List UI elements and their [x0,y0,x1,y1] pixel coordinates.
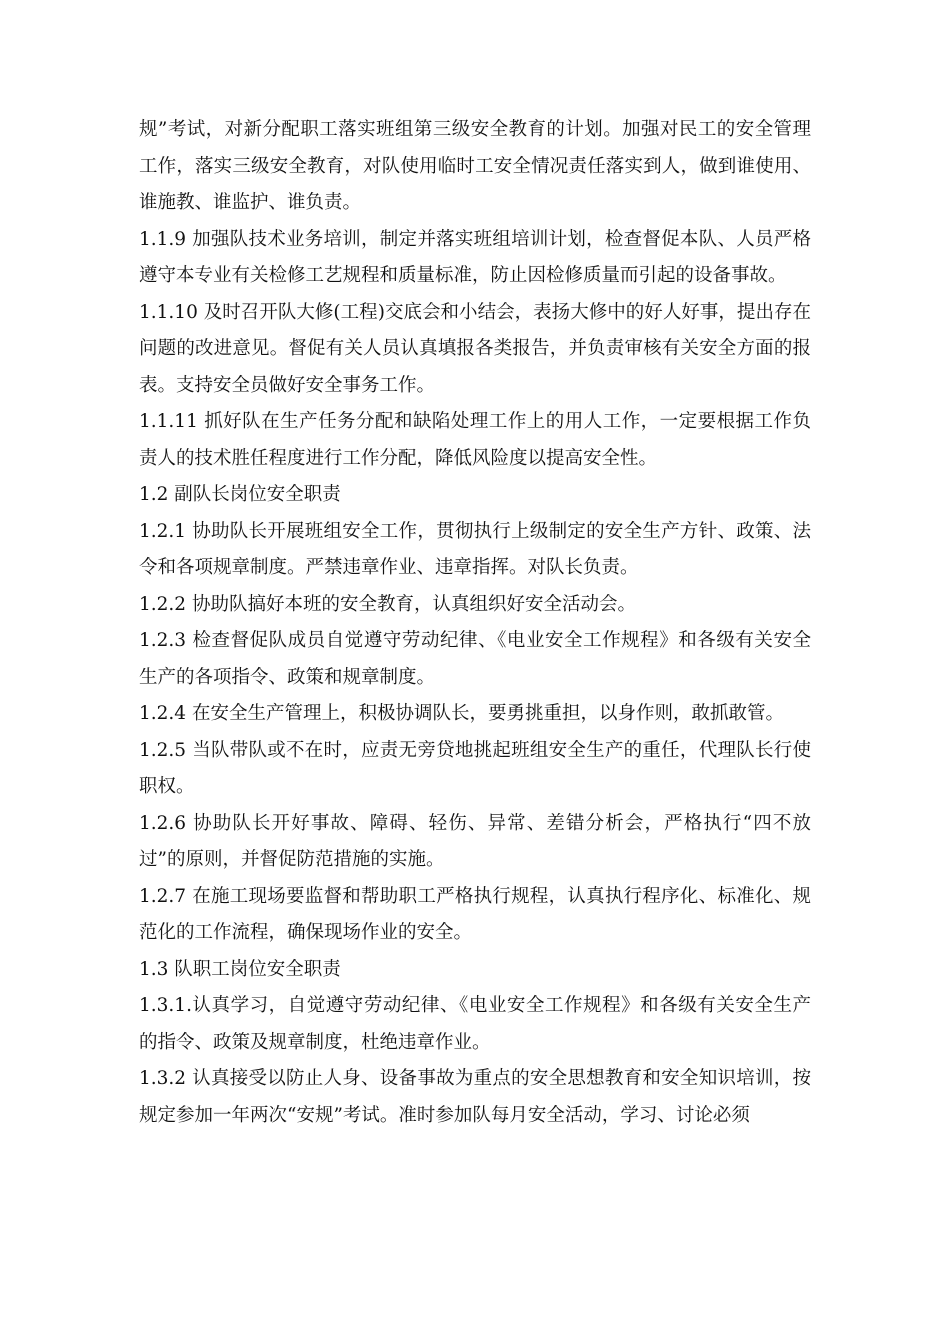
paragraph-1-2-3: 1.2.3 检查督促队成员自觉遵守劳动纪律、《电业安全工作规程》和各级有关安全生产的各项指令、政策和规章制度。 [139,630,811,688]
paragraph-1-2-7: 1.2.7 在施工现场要监督和帮助职工严格执行规程，认真执行程序化、标准化、规范化的工作流程，确保现场作业的安全。 [139,885,811,943]
section-heading-1-2: 1.2 副队长岗位安全职责 [139,484,341,505]
paragraph-continuation: 规”考试，对新分配职工落实班组第三级安全教育的计划。加强对民工的安全管理工作，落实三级安全教育，对队使用临时工安全情况责任落实到人，做到谁使用、谁施教、谁监护、谁负责。 [139,119,811,213]
paragraph-1-2-6: 1.2.6 协助队长开好事故、障碍、轻伤、异常、差错分析会，严格执行“四不放过”的原则，并督促防范措施的实施。 [139,812,811,870]
paragraph-1-2-2: 1.2.2 协助队搞好本班的安全教育，认真组织好安全活动会。 [139,593,636,615]
paragraph-1-1-10: 1.1.10 及时召开队大修(工程)交底会和小结会，表扬大修中的好人好事，提出存在问题的改进意见。督促有关人员认真填报各类报告，并负责审核有关安全方面的报表。支持安全员做好安全事务工作。 [139,301,811,396]
paragraph-1-2-4: 1.2.4 在安全生产管理上，积极协调队长，要勇挑重担，以身作则，敢抓敢管。 [139,703,784,724]
paragraph-1-1-11: 1.1.11 抓好队在生产任务分配和缺陷处理工作上的用人工作，一定要根据工作负责人的技术胜任程度进行工作分配，降低风险度以提高安全性。 [139,411,811,469]
paragraph-1-3-1: 1.3.1.认真学习，自觉遵守劳动纪律、《电业安全工作规程》和各级有关安全生产的指令、政策及规章制度，杜绝违章作业。 [139,995,811,1053]
paragraph-1-1-9: 1.1.9 加强队技术业务培训，制定并落实班组培训计划，检查督促本队、人员严格遵守本专业有关检修工艺规程和质量标准，防止因检修质量而引起的设备事故。 [139,228,811,286]
paragraph-1-3-2: 1.3.2 认真接受以防止人身、设备事故为重点的安全思想教育和安全知识培训，按规定参加一年两次“安规”考试。准时参加队每月安全活动，学习、讨论必须 [139,1068,811,1126]
paragraph-1-2-5: 1.2.5 当队带队或不在时，应责无旁贷地挑起班组安全生产的重任，代理队长行使职权。 [139,739,811,797]
paragraph-1-2-1: 1.2.1 协助队长开展班组安全工作，贯彻执行上级制定的安全生产方针、政策、法令和各项规章制度。严禁违章作业、违章指挥。对队长负责。 [139,520,811,578]
section-heading-1-3: 1.3 队职工岗位安全职责 [139,958,341,980]
document-body [139,112,811,1134]
